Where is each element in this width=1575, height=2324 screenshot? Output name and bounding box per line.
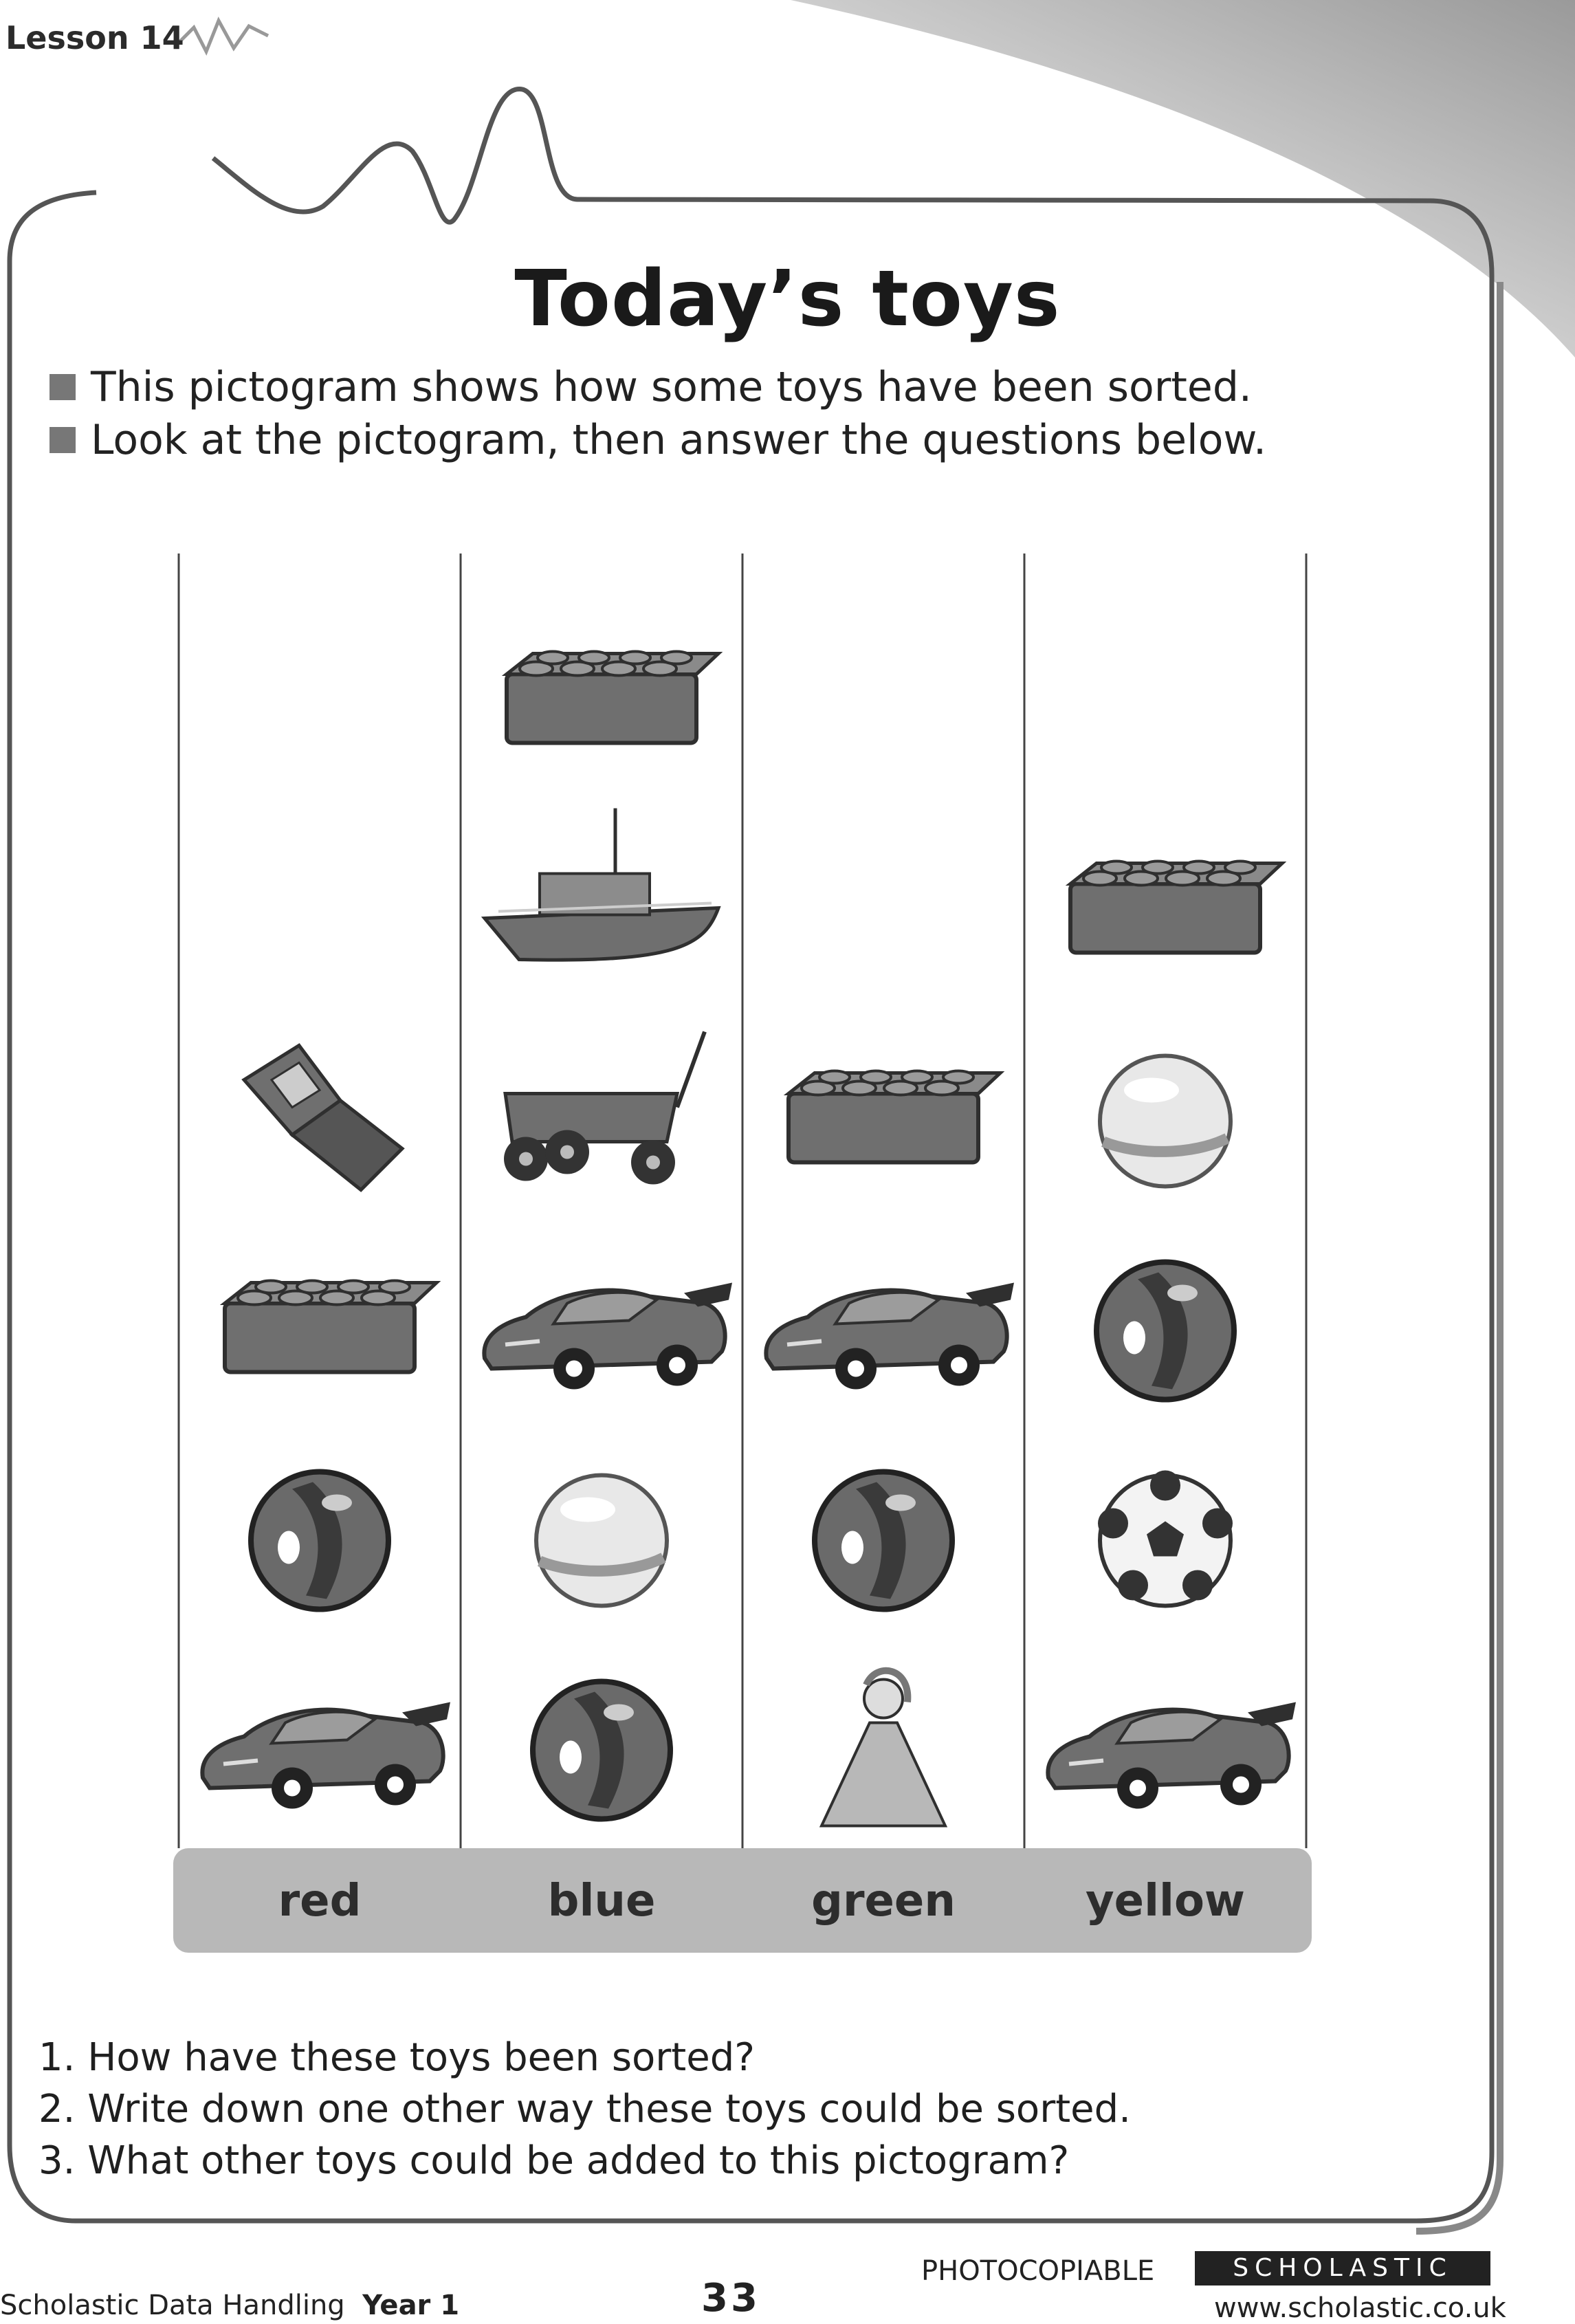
question: 2. Write down one other way these toys could be sorted. — [38, 2087, 1131, 2131]
category-label-red: red — [278, 1876, 362, 1927]
instruction-text: This pictogram shows how some toys have been sorted. — [91, 363, 1252, 411]
year-label: Year 1 — [362, 2290, 460, 2321]
car-icon — [484, 1283, 732, 1390]
brick-icon — [225, 1281, 437, 1372]
marble-icon — [1097, 1262, 1234, 1400]
publisher-logo: SCHOLASTIC — [1195, 2251, 1490, 2285]
lesson-label: Lesson 14 — [5, 19, 184, 56]
book-title: Scholastic Data Handling — [0, 2290, 345, 2321]
wagon-icon — [504, 1032, 705, 1185]
brick-icon — [507, 652, 718, 743]
brick-icon — [1070, 862, 1282, 953]
toy-laptop-icon — [536, 1476, 667, 1606]
category-label-yellow: yellow — [1085, 1876, 1246, 1927]
page-number: 33 — [701, 2276, 760, 2321]
marble-icon — [815, 1472, 952, 1610]
page-title: Today’s toys — [514, 254, 1061, 344]
photocopiable-label: PHOTOCOPIABLE — [921, 2255, 1155, 2287]
category-label-blue: blue — [547, 1876, 656, 1927]
category-label-green: green — [811, 1876, 956, 1927]
car-icon — [202, 1702, 450, 1809]
ball-icon — [1100, 1056, 1231, 1187]
car-icon — [1048, 1702, 1296, 1809]
marble-icon — [533, 1682, 670, 1819]
football-icon — [1098, 1471, 1233, 1606]
question: 1. How have these toys been sorted? — [38, 2035, 755, 2080]
footer-book-title — [0, 2290, 459, 2321]
instruction-text: Look at the pictogram, then answer the questions below. — [91, 416, 1267, 464]
game-console-icon — [244, 1046, 402, 1190]
brick-icon — [789, 1071, 1000, 1163]
car-icon — [766, 1283, 1014, 1390]
marble-icon — [251, 1472, 388, 1610]
question: 3. What other toys could be added to this pictogram? — [38, 2138, 1070, 2183]
boat-icon — [485, 809, 718, 961]
doll-icon — [822, 1671, 945, 1826]
publisher-website: www.scholastic.co.uk — [1214, 2292, 1506, 2324]
